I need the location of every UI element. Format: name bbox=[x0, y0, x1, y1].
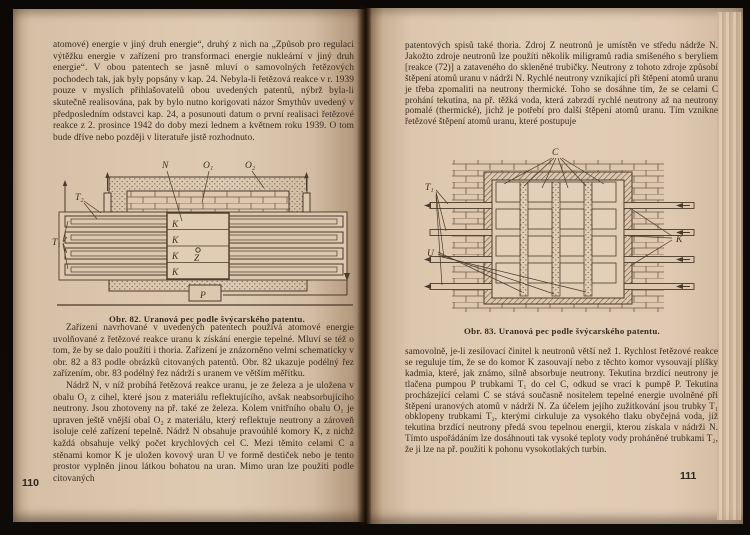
fig83-label-U: U bbox=[427, 249, 434, 259]
left-paragraph-1: atomové) energie v jiný druh energie“, druhý z nich na „Způsob pro regulaci výtěžku energie v zařízení pro transformaci energie nukleární v jiný druh energie“. V obou patentech se jasně mluví o samovolných řetězových pochodech tak, jak byly popsány v kap. 24. Nebyla-li řetězová reakce v r. 1939 pouze v myslích přihlašovatelů obou uvedených patentů, nýbrž byla-li skutečně realisována, pak by bylo nutno korigovati názor Smythův uvedený v předposledním odstavci kap. 24, a posunouti datum o první realisaci řetězové reakce z 2. prosince 1942 do doby mezi lednem a květnem roku 1939. O tom bude dříve nebo později v literatuře jistě rozhodnuto. bbox=[53, 40, 354, 143]
page-number-left: 110 bbox=[22, 477, 39, 489]
page-number-right: 111 bbox=[680, 470, 697, 482]
book-gutter-shadow bbox=[357, 6, 371, 526]
fig82-label-Z: Z bbox=[194, 254, 200, 264]
fig82-label-N: N bbox=[162, 161, 169, 171]
right-paragraph-2: samovolně, je-li zesilovací činitel k neutronů větší než 1. Rychlost řetězové reakce se reguluje tím, že se do komor K zasouvají nebo z těchto komor vysouvají plíšky kadmia, které, jak známo, silně absorbuje neutrony. Tekutina brzdící neutrony je tlačena pumpou P trubkami T₁ do cel C, odkud se vrací k pumpě P. Tekutina procházející celami C se stává současně nositelem tepelné energie uvolněné při štěpení uranových atomů v nádrži N. Za účelem jejího zužitkování jsou trubky T₁ obklopeny trubkami T₂, kterými cirkuluje za vysokého tlaku obyčejná voda, jíž tekutina brzdící neutrony předá svou tepelnou energii, kterou získala v nádrži N. Tímto uspořádáním lze dosáhnouti tak vysoké teploty vody proháněné trubkami T₂, že ji lze na př. použíti k pohonu vysokotlakých turbin. bbox=[405, 346, 718, 455]
fig82-label-T1: T₁ bbox=[52, 238, 61, 248]
left-paragraph-2: Zařízení navrhované v uvedených patentech používá atomové energie uvolňované z řetězové reakce uranu k získání energie tepelné. Mluví se též o tom, že by se dalo použíti i thoria. Zařízení je znázorněno velmi schematicky v obr. 82 a 83 podle obrázků citovaných patentů. Obr. 82 ukazuje podélný řez zařízením, obr. 83 podélný řez nádrží s uranem ve větším měřítku. bbox=[53, 323, 354, 380]
figure-83-diagram bbox=[422, 146, 702, 320]
fig82-label-P: P bbox=[200, 291, 206, 301]
fig83-label-T1: T₁ bbox=[425, 183, 434, 193]
fig82-label-K3: K bbox=[172, 252, 179, 262]
fig83-label-K: K bbox=[676, 235, 683, 245]
left-paragraph-3: Nádrž N, v níž probíhá řetězová reakce uranu, je ze železa a je uložena v obalu O₁ z cihel, které jsou z materiálu reflektujícího, avšak neabsorbujícího neutrony. Jsou zhotoveny na př. také ze železa. Kolem vnitřního obalu O₁ je upraven ještě vnější obal O₂ z materiálu, který reflektuje neutrony a zároveň isoluje celé zařízení tepelně. Nádrž N obsahuje pravoúhlé komory K, z nichž každá obsahuje velký počet krychlových cel C. Mezi těmito celami C a stěnami komor K je uložen kovový uran U ve formě destiček nebo je tento prostor vyplněn jinou látkou bohatou na uran. Mimo uran lze použíti podle citovaných bbox=[53, 381, 354, 484]
book-page-left bbox=[13, 9, 366, 522]
fig82-label-T2: T₂ bbox=[75, 193, 84, 203]
fig82-label-K1: K bbox=[172, 220, 179, 230]
right-paragraph-1: patentových spisů také thoria. Zdroj Z neutronů je umístěn ve středu nádrže N. Jakožto zdroje neutronů lze použíti několik miligramů radia smíšeného s beryliem [reakce (72)] a zataveného do skleněné trubičky. Neutrony z tohoto zdroje způsobí štěpení atomů uranu v nádrži N. Rychlé neutrony vznikající při štěpení atomů uranu je třeba zpomaliti na neutrony thermické. Toho se dosáhne tím, že se celami C prohání tekutina, na př. těžká voda, která zabrzdí rychlé neutrony až na neutrony pomalé (thermické), jichž je potřebí pro další štěpení atomů uranu. Tím vznikne řetězové štěpení atomů uranu, které postupuje bbox=[405, 40, 718, 127]
fig82-label-O1: O₁ bbox=[203, 161, 214, 171]
fig82-label-O2: O₂ bbox=[245, 161, 256, 171]
figure-82-diagram bbox=[51, 155, 363, 309]
fig82-label-K2: K bbox=[172, 236, 179, 246]
figure-83-caption: Obr. 83. Uranová pec podle švýcarského patentu. bbox=[464, 326, 660, 336]
fig82-label-K4: K bbox=[172, 268, 179, 278]
figure-82-caption: Obr. 82. Uranová pec podle švýcarského patentu. bbox=[109, 314, 305, 324]
page-edges bbox=[717, 12, 741, 520]
fig83-label-C: C bbox=[552, 148, 559, 158]
book-page-right bbox=[366, 8, 743, 524]
